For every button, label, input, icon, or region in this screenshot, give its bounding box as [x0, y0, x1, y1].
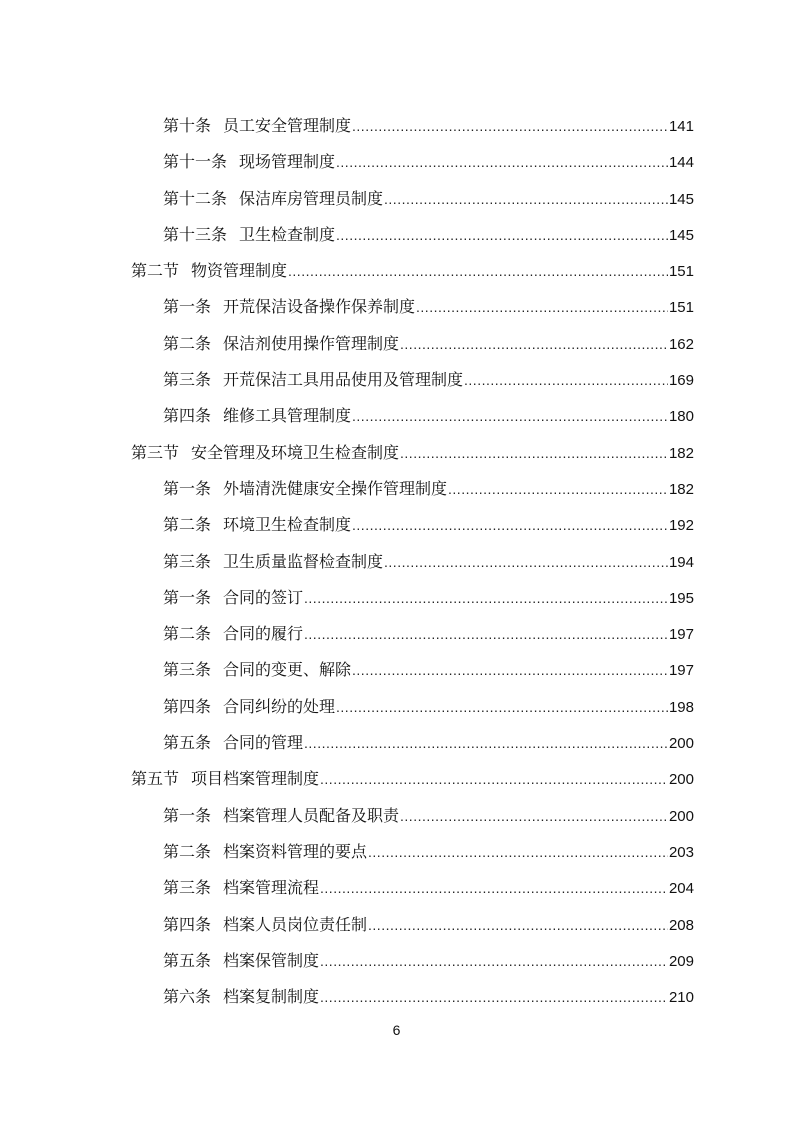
toc-article-entry[interactable] — [163, 580, 694, 616]
toc-entry-number: 第五条 — [163, 733, 212, 753]
toc-entry-number: 第一条 — [163, 478, 212, 498]
toc-article-entry[interactable] — [163, 834, 694, 870]
toc-dot-leader — [352, 108, 668, 144]
toc-entry-title: 档案管理人员配备及职责 — [223, 805, 400, 825]
toc-entry-page: 182 — [668, 444, 694, 462]
toc-entry-title: 合同的履行 — [223, 624, 304, 644]
toc-dot-leader — [304, 616, 668, 652]
toc-dot-leader — [384, 181, 668, 217]
toc-entry-title: 合同的签订 — [223, 587, 304, 607]
toc-entry-number: 第四条 — [163, 406, 212, 426]
toc-entry-page: 145 — [668, 226, 694, 244]
toc-entry-title: 合同的变更、解除 — [223, 660, 352, 680]
toc-entry-title: 档案保管制度 — [223, 950, 320, 970]
toc-entry-page: 200 — [668, 771, 694, 789]
toc-entry-page: 200 — [668, 735, 694, 753]
toc-entry-page: 203 — [668, 843, 694, 861]
toc-entry-title: 环境卫生检查制度 — [223, 515, 352, 535]
toc-dot-leader — [320, 870, 668, 906]
toc-dot-leader — [352, 507, 668, 543]
toc-entry-title: 项目档案管理制度 — [191, 769, 320, 789]
toc-entry-title: 档案复制制度 — [223, 987, 320, 1007]
toc-dot-leader — [320, 979, 668, 1015]
toc-entry-page: 169 — [668, 372, 694, 390]
toc-entry-number: 第三条 — [163, 370, 212, 390]
toc-entry-number: 第三条 — [163, 878, 212, 898]
toc-entry-number: 第二条 — [163, 333, 212, 353]
table-of-contents — [0, 108, 793, 1015]
toc-entry-number: 第一条 — [163, 805, 212, 825]
toc-entry-number: 第五条 — [163, 950, 212, 970]
toc-article-entry[interactable] — [163, 907, 694, 943]
toc-entry-title: 安全管理及环境卫生检查制度 — [191, 442, 400, 462]
toc-entry-page: 141 — [668, 118, 694, 135]
toc-dot-leader — [336, 217, 668, 253]
toc-entry-page: 162 — [668, 335, 694, 353]
toc-entry-number: 第二节 — [131, 261, 180, 281]
page-number: 6 — [392, 1022, 401, 1038]
toc-article-entry[interactable] — [163, 217, 694, 253]
toc-section-entry[interactable] — [131, 761, 694, 797]
toc-entry-page: 145 — [668, 190, 694, 208]
toc-entry-page: 208 — [668, 916, 694, 934]
toc-dot-leader — [448, 471, 668, 507]
toc-entry-page: 197 — [668, 626, 694, 644]
toc-article-entry[interactable] — [163, 289, 694, 325]
toc-entry-title: 合同的管理 — [223, 733, 304, 753]
toc-entry-title: 保洁库房管理员制度 — [239, 188, 384, 208]
toc-entry-page: 198 — [668, 698, 694, 716]
toc-entry-number: 第二条 — [163, 515, 212, 535]
toc-entry-page: 151 — [668, 263, 694, 281]
toc-article-entry[interactable] — [163, 943, 694, 979]
toc-article-entry[interactable] — [163, 398, 694, 434]
toc-dot-leader — [400, 326, 668, 362]
toc-entry-number: 第一条 — [163, 297, 212, 317]
toc-entry-number: 第三节 — [131, 442, 180, 462]
toc-article-entry[interactable] — [163, 870, 694, 906]
toc-entry-title: 卫生检查制度 — [239, 224, 336, 244]
toc-dot-leader — [368, 834, 668, 870]
toc-article-entry[interactable] — [163, 652, 694, 688]
toc-article-entry[interactable] — [163, 798, 694, 834]
toc-entry-title: 档案资料管理的要点 — [223, 841, 368, 861]
toc-dot-leader — [288, 253, 668, 289]
toc-dot-leader — [352, 398, 668, 434]
toc-dot-leader — [400, 798, 668, 834]
toc-entry-number: 第三条 — [163, 660, 212, 680]
toc-entry-page: 194 — [668, 553, 694, 571]
toc-entry-number: 第四条 — [163, 696, 212, 716]
toc-article-entry[interactable] — [163, 362, 694, 398]
toc-article-entry[interactable] — [163, 181, 694, 217]
toc-dot-leader — [304, 725, 668, 761]
toc-entry-number: 第五节 — [131, 769, 180, 789]
toc-entry-page: 204 — [668, 880, 694, 898]
toc-entry-page: 209 — [668, 952, 694, 970]
toc-article-entry[interactable] — [163, 689, 694, 725]
toc-entry-page: 195 — [668, 589, 694, 607]
toc-article-entry[interactable] — [163, 507, 694, 543]
toc-entry-page: 200 — [668, 807, 694, 825]
toc-entry-title: 员工安全管理制度 — [223, 116, 352, 135]
toc-article-entry[interactable] — [163, 979, 694, 1015]
toc-entry-title: 保洁剂使用操作管理制度 — [223, 333, 400, 353]
toc-dot-leader — [336, 144, 668, 180]
toc-section-entry[interactable] — [131, 253, 694, 289]
toc-dot-leader — [384, 544, 668, 580]
toc-dot-leader — [400, 435, 668, 471]
toc-entry-title: 档案管理流程 — [223, 878, 320, 898]
toc-entry-page: 151 — [668, 299, 694, 317]
toc-entry-title: 合同纠纷的处理 — [223, 696, 336, 716]
toc-entry-page: 192 — [668, 517, 694, 535]
toc-entry-title: 卫生质量监督检查制度 — [223, 551, 384, 571]
toc-entry-number: 第二条 — [163, 624, 212, 644]
toc-dot-leader — [368, 907, 668, 943]
toc-dot-leader — [352, 652, 668, 688]
toc-article-entry[interactable] — [163, 725, 694, 761]
toc-article-entry[interactable] — [163, 616, 694, 652]
toc-entry-number: 第一条 — [163, 587, 212, 607]
toc-entry-title: 外墙清洗健康安全操作管理制度 — [223, 478, 448, 498]
toc-dot-leader — [336, 689, 668, 725]
toc-dot-leader — [304, 580, 668, 616]
toc-entry-title: 维修工具管理制度 — [223, 406, 352, 426]
toc-entry-page: 197 — [668, 662, 694, 680]
toc-dot-leader — [320, 943, 668, 979]
toc-dot-leader — [464, 362, 668, 398]
toc-entry-page: 180 — [668, 408, 694, 426]
toc-article-entry[interactable] — [163, 326, 694, 362]
toc-entry-page: 144 — [668, 154, 694, 172]
toc-dot-leader — [320, 761, 668, 797]
toc-entry-number: 第三条 — [163, 551, 212, 571]
toc-entry-number: 第十二条 — [163, 188, 228, 208]
toc-entry-title: 现场管理制度 — [239, 152, 336, 172]
toc-section-entry[interactable] — [131, 435, 694, 471]
toc-entry-number: 第十三条 — [163, 224, 228, 244]
toc-entry-number: 第二条 — [163, 841, 212, 861]
toc-entry-title: 开荒保洁工具用品使用及管理制度 — [223, 370, 464, 390]
toc-entry-number: 第六条 — [163, 987, 212, 1007]
toc-article-entry[interactable] — [163, 471, 694, 507]
toc-entry-title: 档案人员岗位责任制 — [223, 914, 368, 934]
toc-entry-title: 物资管理制度 — [191, 261, 288, 281]
toc-dot-leader — [416, 289, 668, 325]
toc-entry-page: 182 — [668, 480, 694, 498]
toc-article-entry[interactable] — [163, 544, 694, 580]
toc-entry-title: 开荒保洁设备操作保养制度 — [223, 297, 416, 317]
toc-entry-number: 第四条 — [163, 914, 212, 934]
toc-entry-number: 第十一条 — [163, 152, 228, 172]
toc-entry-number: 第十条 — [163, 116, 212, 135]
toc-article-entry[interactable] — [163, 108, 694, 144]
toc-entry-page: 210 — [668, 989, 694, 1007]
toc-article-entry[interactable] — [163, 144, 694, 180]
